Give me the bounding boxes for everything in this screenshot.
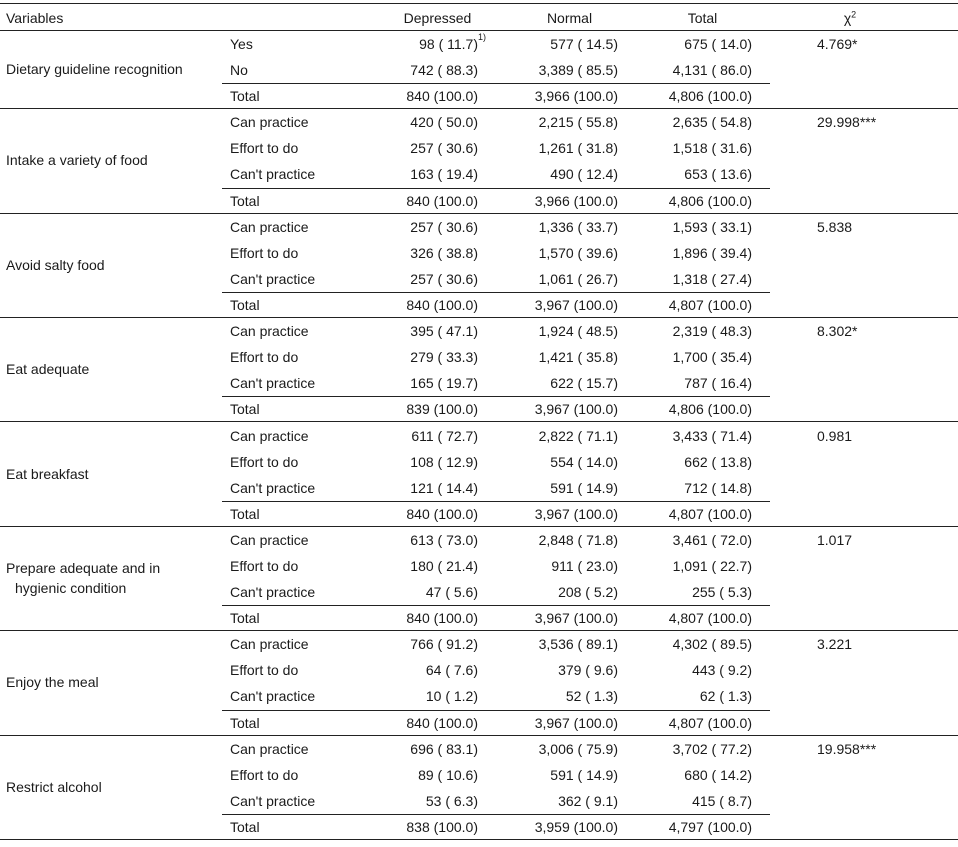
total-value: 3,702 ( 77.2) bbox=[672, 740, 752, 757]
variable-group bbox=[0, 736, 958, 840]
total-value: 1,518 ( 31.6) bbox=[672, 140, 752, 157]
depressed-value bbox=[360, 767, 478, 783]
header-depressed: Depressed bbox=[403, 10, 472, 26]
depressed-value bbox=[360, 297, 478, 313]
normal-value: 379 ( 9.6) bbox=[558, 662, 618, 679]
row-label: Effort to do bbox=[230, 557, 299, 574]
depressed-value: 98 ( 11.7) 1) bbox=[419, 32, 487, 52]
depressed-value-text: 257 ( 30.6) bbox=[410, 270, 478, 287]
row-label: No bbox=[230, 62, 248, 79]
normal-value: 3,967 (100.0) bbox=[534, 505, 618, 522]
depressed-value bbox=[360, 610, 478, 626]
total-value: 662 ( 13.8) bbox=[684, 453, 752, 470]
depressed-value bbox=[360, 715, 478, 731]
depressed-value-text: 257 ( 30.6) bbox=[410, 218, 478, 235]
variable-label bbox=[6, 255, 221, 275]
total-value: 1,318 ( 27.4) bbox=[672, 270, 752, 287]
total-value: 653 ( 13.6) bbox=[684, 166, 752, 183]
chi-square-value: 8.302* bbox=[817, 323, 858, 340]
chi-square-value: 19.958*** bbox=[817, 740, 877, 757]
total-value: 675 ( 14.0) bbox=[684, 36, 752, 52]
total-value: 4,131 ( 86.0) bbox=[672, 62, 752, 79]
total-value: 4,797 (100.0) bbox=[668, 818, 752, 835]
depressed-value bbox=[360, 166, 478, 182]
row-label: Total bbox=[230, 296, 260, 313]
depressed-value bbox=[360, 636, 478, 652]
header-total: Total bbox=[687, 10, 718, 26]
depressed-value-text: 840 (100.0) bbox=[406, 505, 478, 522]
normal-value: 591 ( 14.9) bbox=[550, 479, 618, 496]
total-value: 1,896 ( 39.4) bbox=[672, 244, 752, 261]
header-variables: Variables bbox=[6, 10, 64, 26]
depressed-value-text: 98 ( 11.7) bbox=[419, 36, 478, 52]
row-label: Can practice bbox=[230, 218, 309, 235]
depressed-value-text: 742 ( 88.3) bbox=[410, 62, 478, 79]
depressed-value bbox=[360, 323, 478, 339]
depressed-value bbox=[360, 819, 478, 835]
variable-group bbox=[0, 631, 958, 735]
variable-label bbox=[6, 672, 221, 692]
normal-value: 490 ( 12.4) bbox=[550, 166, 618, 183]
variable-name-cont: hygienic condition bbox=[15, 580, 127, 597]
normal-value: 577 ( 14.5) bbox=[550, 36, 618, 52]
depressed-value bbox=[360, 741, 478, 757]
row-label: Can't practice bbox=[230, 792, 316, 809]
depressed-value-text: 766 ( 91.2) bbox=[410, 636, 478, 653]
normal-value: 1,261 ( 31.8) bbox=[538, 140, 618, 157]
variable-name: Dietary guideline recognition bbox=[6, 61, 183, 78]
normal-value: 554 ( 14.0) bbox=[550, 453, 618, 470]
depressed-value-text: 840 (100.0) bbox=[406, 714, 478, 731]
row-label: Yes bbox=[230, 36, 253, 52]
row-label: Total bbox=[230, 714, 260, 731]
depressed-value bbox=[360, 454, 478, 470]
normal-value: 1,924 ( 48.5) bbox=[538, 323, 618, 340]
top-rule bbox=[0, 3, 958, 4]
normal-value: 591 ( 14.9) bbox=[550, 766, 618, 783]
variable-name: Eat adequate bbox=[6, 361, 90, 378]
total-value: 2,635 ( 54.8) bbox=[672, 114, 752, 131]
normal-value: 911 ( 23.0) bbox=[551, 557, 618, 574]
depressed-value bbox=[360, 480, 478, 496]
row-label: Can't practice bbox=[230, 270, 316, 287]
subtotal-rule bbox=[222, 814, 770, 815]
depressed-value bbox=[360, 793, 478, 809]
total-value: 4,806 (100.0) bbox=[668, 88, 752, 105]
row-label: Can practice bbox=[230, 531, 309, 548]
total-value: 255 ( 5.3) bbox=[692, 584, 752, 601]
depressed-value-text: 180 ( 21.4) bbox=[410, 557, 478, 574]
row-label: Can practice bbox=[230, 740, 309, 757]
depressed-value-text: 840 (100.0) bbox=[406, 610, 478, 627]
subtotal-rule bbox=[222, 605, 770, 606]
variable-name: Avoid salty food bbox=[6, 256, 105, 273]
depressed-value-text: 420 ( 50.0) bbox=[410, 114, 478, 131]
total-value: 787 ( 16.4) bbox=[684, 375, 752, 392]
total-value: 1,091 ( 22.7) bbox=[672, 557, 752, 574]
total-value: 4,807 (100.0) bbox=[668, 714, 752, 731]
normal-value: 3,966 (100.0) bbox=[534, 88, 618, 105]
depressed-value-text: 611 ( 72.7) bbox=[411, 427, 478, 444]
depressed-value bbox=[360, 114, 478, 130]
row-label: Effort to do bbox=[230, 140, 299, 157]
total-value: 62 ( 1.3) bbox=[699, 688, 752, 705]
depressed-value bbox=[360, 532, 478, 548]
variable-label bbox=[6, 464, 221, 484]
variable-group bbox=[0, 423, 958, 527]
normal-value: 362 ( 9.1) bbox=[558, 792, 618, 809]
subtotal-rule bbox=[222, 396, 770, 397]
total-value: 4,807 (100.0) bbox=[668, 296, 752, 313]
normal-value: 1,336 ( 33.7) bbox=[538, 218, 618, 235]
row-label: Total bbox=[230, 505, 260, 522]
depressed-value bbox=[360, 62, 478, 78]
depressed-value-text: 47 ( 5.6) bbox=[425, 584, 478, 601]
variable-name: Enjoy the meal bbox=[6, 674, 99, 691]
normal-value: 3,959 (100.0) bbox=[534, 818, 618, 835]
table-header bbox=[0, 0, 958, 31]
total-value: 4,807 (100.0) bbox=[668, 610, 752, 627]
normal-value: 3,389 ( 85.5) bbox=[538, 62, 618, 79]
total-value: 4,806 (100.0) bbox=[668, 192, 752, 209]
row-label: Total bbox=[230, 818, 260, 835]
depressed-value-text: 326 ( 38.8) bbox=[410, 244, 478, 261]
normal-value: 622 ( 15.7) bbox=[550, 375, 618, 392]
normal-value: 3,967 (100.0) bbox=[534, 401, 618, 418]
depressed-value-text: 613 ( 73.0) bbox=[410, 531, 478, 548]
depressed-value-text: 839 (100.0) bbox=[406, 401, 478, 418]
variable-label bbox=[6, 59, 221, 79]
row-label: Total bbox=[230, 401, 260, 418]
normal-value: 3,967 (100.0) bbox=[534, 610, 618, 627]
row-label: Effort to do bbox=[230, 766, 299, 783]
depressed-value-text: 840 (100.0) bbox=[406, 192, 478, 209]
chi-square-value: 4.769* bbox=[817, 36, 858, 52]
subtotal-rule bbox=[222, 188, 770, 189]
depressed-value-text: 838 (100.0) bbox=[406, 818, 478, 835]
subtotal-rule bbox=[222, 292, 770, 293]
depressed-value bbox=[360, 662, 478, 678]
depressed-value bbox=[360, 688, 478, 704]
variable-label bbox=[6, 150, 221, 170]
depressed-value bbox=[360, 88, 478, 104]
normal-value: 208 ( 5.2) bbox=[558, 584, 618, 601]
row-label: Effort to do bbox=[230, 453, 299, 470]
depressed-value-text: 395 ( 47.1) bbox=[410, 323, 478, 340]
depressed-value bbox=[360, 401, 478, 417]
variable-group bbox=[0, 31, 958, 109]
subtotal-rule bbox=[222, 501, 770, 502]
depressed-value bbox=[360, 349, 478, 365]
depressed-value-text: 696 ( 83.1) bbox=[410, 740, 478, 757]
depressed-value bbox=[360, 245, 478, 261]
row-label: Can't practice bbox=[230, 375, 316, 392]
depressed-value bbox=[360, 428, 478, 444]
total-value: 1,593 ( 33.1) bbox=[672, 218, 752, 235]
depressed-value-text: 163 ( 19.4) bbox=[410, 166, 478, 183]
subtotal-rule bbox=[222, 83, 770, 84]
normal-value: 3,967 (100.0) bbox=[534, 296, 618, 313]
row-label: Total bbox=[230, 610, 260, 627]
normal-value: 3,006 ( 75.9) bbox=[538, 740, 618, 757]
depressed-value-text: 279 ( 33.3) bbox=[410, 349, 478, 366]
normal-value: 1,570 ( 39.6) bbox=[538, 244, 618, 261]
normal-value: 2,822 ( 71.1) bbox=[538, 427, 618, 444]
total-value: 415 ( 8.7) bbox=[692, 792, 752, 809]
normal-value: 52 ( 1.3) bbox=[565, 688, 618, 705]
variable-name: Prepare adequate and in bbox=[6, 560, 161, 577]
group-rule bbox=[0, 839, 958, 840]
depressed-value-text: 89 ( 10.6) bbox=[418, 766, 478, 783]
subtotal-rule bbox=[222, 710, 770, 711]
depressed-value bbox=[360, 584, 478, 600]
variable-name: Restrict alcohol bbox=[6, 778, 102, 795]
depressed-value-text: 840 (100.0) bbox=[406, 88, 478, 105]
chi-square-value: 3.221 bbox=[817, 636, 853, 653]
normal-value: 2,215 ( 55.8) bbox=[538, 114, 618, 131]
total-value: 712 ( 14.8) bbox=[684, 479, 752, 496]
variable-group bbox=[0, 318, 958, 422]
total-value: 1,700 ( 35.4) bbox=[672, 349, 752, 366]
total-value: 680 ( 14.2) bbox=[684, 766, 752, 783]
row-label: Effort to do bbox=[230, 662, 299, 679]
total-value: 2,319 ( 48.3) bbox=[672, 323, 752, 340]
row-label: Can't practice bbox=[230, 688, 316, 705]
chi-square-value: 29.998*** bbox=[817, 114, 877, 131]
chi-square-value: 0.981 bbox=[817, 427, 853, 444]
total-value: 3,461 ( 72.0) bbox=[672, 531, 752, 548]
normal-value: 3,966 (100.0) bbox=[534, 192, 618, 209]
depressed-value-text: 165 ( 19.7) bbox=[410, 375, 478, 392]
normal-value: 1,061 ( 26.7) bbox=[538, 270, 618, 287]
variable-name: Intake a variety of food bbox=[6, 152, 148, 169]
normal-value: 2,848 ( 71.8) bbox=[538, 531, 618, 548]
variable-label bbox=[6, 359, 221, 379]
variable-label bbox=[6, 777, 221, 797]
chi-square-value: 1.017 bbox=[817, 531, 853, 548]
row-label: Total bbox=[230, 192, 260, 209]
header-chi-square bbox=[800, 10, 900, 26]
depressed-value-text: 64 ( 7.6) bbox=[425, 662, 478, 679]
row-label: Effort to do bbox=[230, 244, 299, 261]
row-label: Total bbox=[230, 88, 260, 105]
depressed-value bbox=[360, 140, 478, 156]
row-label: Can practice bbox=[230, 636, 309, 653]
total-value: 4,806 (100.0) bbox=[668, 401, 752, 418]
depressed-value bbox=[360, 193, 478, 209]
depressed-value-text: 257 ( 30.6) bbox=[410, 140, 478, 157]
total-value: 4,807 (100.0) bbox=[668, 505, 752, 522]
total-value: 3,433 ( 71.4) bbox=[672, 427, 752, 444]
chi-symbol: χ bbox=[843, 10, 852, 26]
header-normal: Normal bbox=[546, 10, 593, 26]
row-label: Can practice bbox=[230, 427, 309, 444]
depressed-value-text: 53 ( 6.3) bbox=[425, 792, 478, 809]
variable-name: Eat breakfast bbox=[6, 465, 89, 482]
row-label: Can't practice bbox=[230, 584, 316, 601]
depressed-value bbox=[360, 506, 478, 522]
variable-group bbox=[0, 109, 958, 213]
normal-value: 3,967 (100.0) bbox=[534, 714, 618, 731]
depressed-value-text: 840 (100.0) bbox=[406, 296, 478, 313]
depressed-value bbox=[360, 219, 478, 235]
row-label: Can practice bbox=[230, 323, 309, 340]
total-value: 4,302 ( 89.5) bbox=[672, 636, 752, 653]
row-label: Can practice bbox=[230, 114, 309, 131]
depressed-value-text: 121 ( 14.4) bbox=[410, 479, 478, 496]
chi-square-value: 5.838 bbox=[817, 218, 853, 235]
depressed-value bbox=[360, 375, 478, 391]
total-value: 443 ( 9.2) bbox=[692, 662, 752, 679]
normal-value: 1,421 ( 35.8) bbox=[538, 349, 618, 366]
normal-value: 3,536 ( 89.1) bbox=[538, 636, 618, 653]
row-label: Effort to do bbox=[230, 349, 299, 366]
depressed-value-text: 108 ( 12.9) bbox=[410, 453, 478, 470]
row-label: Can't practice bbox=[230, 479, 316, 496]
depressed-value-text: 10 ( 1.2) bbox=[425, 688, 478, 705]
depressed-value bbox=[360, 558, 478, 574]
variable-label bbox=[6, 558, 221, 598]
variable-group bbox=[0, 214, 958, 318]
chi-superscript: 2 bbox=[851, 9, 857, 20]
variable-group bbox=[0, 527, 958, 631]
row-label: Can't practice bbox=[230, 166, 316, 183]
depressed-value bbox=[360, 271, 478, 287]
